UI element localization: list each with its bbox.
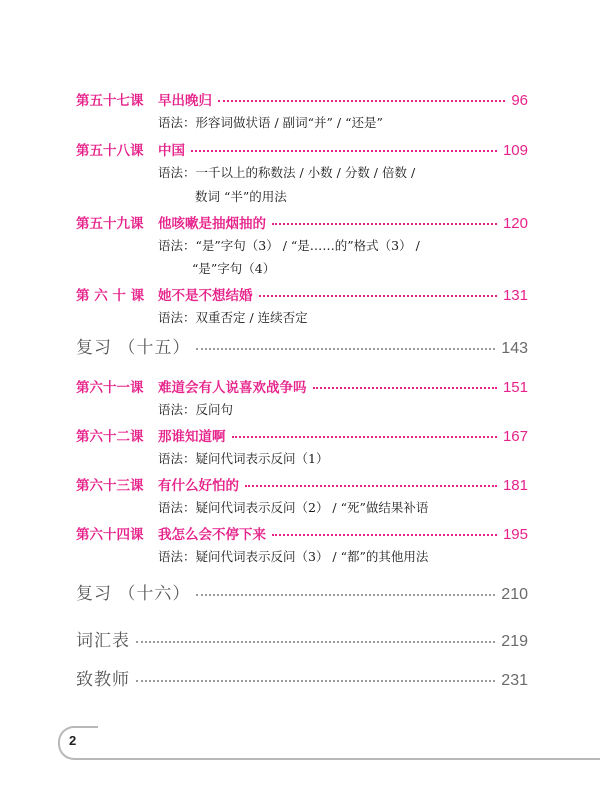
- grammar-line: 语法：疑问代词表示反问（2） / “死”做结果补语: [158, 500, 429, 515]
- dot-leader: [196, 593, 495, 596]
- toc-entry-lesson-61[interactable]: [76, 376, 528, 398]
- footer-rule: [80, 758, 600, 760]
- dot-leader: [218, 99, 505, 102]
- grammar-line: 语法：疑问代词表示反问（1）: [158, 451, 329, 466]
- toc-entry-lesson-62[interactable]: [76, 425, 528, 447]
- lesson-number: 第六十四课: [76, 527, 144, 543]
- lesson-number: 第 六 十 课: [76, 288, 145, 304]
- grammar-line: 语法：反问句: [158, 402, 234, 417]
- lesson-number: 第六十一课: [76, 380, 144, 396]
- toc-entry-lesson-60[interactable]: [76, 284, 528, 306]
- toc-entry-to-teachers[interactable]: [76, 665, 528, 691]
- page-number: 219: [501, 633, 528, 650]
- lesson-title: 他咳嗽是抽烟抽的: [158, 216, 266, 232]
- toc-entry-lesson-57[interactable]: [76, 89, 528, 111]
- toc-entry-lesson-58[interactable]: [76, 139, 528, 161]
- dot-leader: [196, 347, 495, 350]
- section-title: 词汇表: [76, 631, 130, 651]
- grammar-line: 数词 “半”的用法: [195, 189, 287, 204]
- page-number: 120: [502, 215, 528, 232]
- section-title: 致教师: [76, 670, 130, 690]
- dot-leader: [136, 640, 495, 643]
- dot-leader: [313, 386, 497, 389]
- grammar-line: “是”字句（4）: [192, 261, 276, 276]
- section-title: 复习 （十六）: [76, 584, 191, 604]
- section-title: 复习 （十五）: [76, 338, 191, 358]
- page-number: 131: [502, 287, 528, 304]
- page-number: 181: [502, 477, 528, 494]
- page-number: 109: [502, 142, 528, 159]
- dot-leader: [272, 533, 497, 536]
- dot-leader: [245, 484, 497, 487]
- grammar-line: 语法：疑问代词表示反问（3） / “都”的其他用法: [158, 549, 429, 564]
- toc-entry-lesson-63[interactable]: [76, 474, 528, 496]
- page-number: 143: [501, 340, 528, 357]
- grammar-line: 语法：一千以上的称数法 / 小数 / 分数 / 倍数 /: [158, 165, 416, 180]
- toc-entry-review-16[interactable]: [76, 579, 528, 605]
- lesson-number: 第五十七课: [76, 93, 144, 109]
- toc-entry-vocabulary[interactable]: [76, 626, 528, 652]
- toc-entry-lesson-59[interactable]: [76, 212, 528, 234]
- grammar-line: 语法：双重否定 / 连续否定: [158, 310, 308, 325]
- page-number: 210: [501, 586, 528, 603]
- page-number: 151: [502, 379, 528, 396]
- dot-leader: [191, 149, 497, 152]
- lesson-number: 第六十二课: [76, 429, 144, 445]
- lesson-title: 那谁知道啊: [158, 429, 226, 445]
- lesson-number: 第五十八课: [76, 143, 144, 159]
- lesson-title: 我怎么会不停下来: [158, 527, 266, 543]
- lesson-title: 早出晚归: [158, 93, 212, 109]
- lesson-title: 中国: [158, 143, 185, 159]
- dot-leader: [136, 679, 495, 682]
- grammar-line: 语法：形容词做状语 / 副词“并” / “还是”: [158, 115, 383, 130]
- lesson-title: 难道会有人说喜欢战争吗: [158, 380, 307, 396]
- page-number: 195: [502, 526, 528, 543]
- folio-page-number: 2: [69, 733, 77, 748]
- page-number: 231: [501, 672, 528, 689]
- lesson-number: 第五十九课: [76, 216, 144, 232]
- dot-leader: [259, 294, 497, 297]
- dot-leader: [232, 435, 497, 438]
- grammar-line: 语法：“是”字句（3） / “是……的”格式（3） /: [158, 238, 420, 253]
- lesson-title: 有什么好怕的: [158, 478, 239, 494]
- lesson-title: 她不是不想结婚: [158, 288, 253, 304]
- page-number: 167: [502, 428, 528, 445]
- toc-entry-review-15[interactable]: [76, 333, 528, 359]
- page-number: 96: [511, 92, 528, 109]
- page-number-tab: [58, 726, 98, 760]
- lesson-number: 第六十三课: [76, 478, 144, 494]
- toc-entry-lesson-64[interactable]: [76, 523, 528, 545]
- dot-leader: [272, 222, 497, 225]
